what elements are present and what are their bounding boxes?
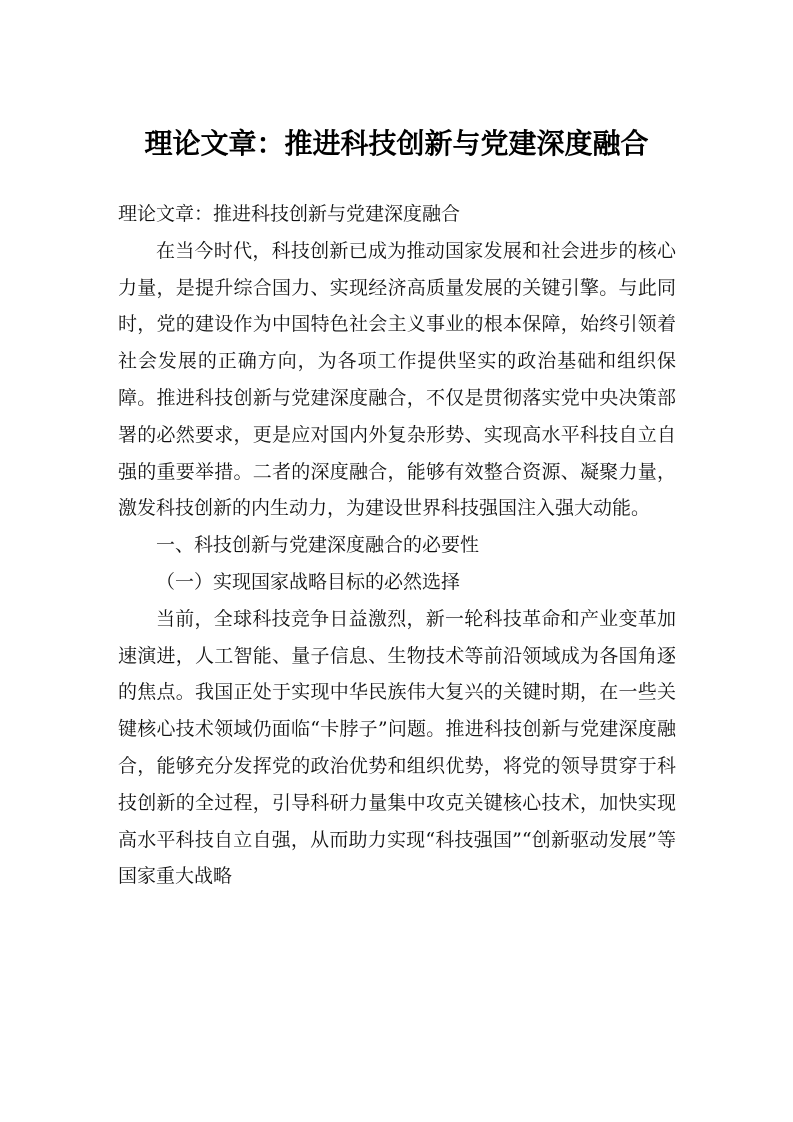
document-title: 理论文章：推进科技创新与党建深度融合	[144, 127, 649, 160]
body-paragraph: 当前，全球科技竞争日益激烈，新一轮科技革命和产业变革加速演进，人工智能、量子信息、生物技术等前沿领域成为各国角逐的焦点。我国正处于实现中华民族伟大复兴的关键时期，在一些关键核心技术领域仍面临“卡脖子”问题。推进科技创新与党建深度融合，能够充分发挥党的政治优势和组织优势，将党的领导贯穿于科技创新的全过程，引导科研力量集中攻克关键核心技术，加快实现高水平科技自立自强，从而助力实现“科技强国”“创新驱动发展”等国家重大战略	[118, 607, 676, 888]
document-body	[118, 196, 676, 895]
section-heading: 一、科技创新与党建深度融合的必要性	[156, 534, 480, 557]
subsection-heading: （一）实现国家战略目标的必然选择	[156, 570, 461, 593]
intro-paragraph: 在当今时代，科技创新已成为推动国家发展和社会进步的核心力量，是提升综合国力、实现经济高质量发展的关键引擎。与此同时，党的建设作为中国特色社会主义事业的根本保障，始终引领着社会发展的正确方向，为各项工作提供坚实的政治基础和组织保障。推进科技创新与党建深度融合，不仅是贯彻落实党中央决策部署的必然要求，更是应对国内外复杂形势、实现高水平科技自立自强的重要举措。二者的深度融合，能够有效整合资源、凝聚力量，激发科技创新的内生动力，为建设世界科技强国注入强大动能。	[118, 239, 676, 520]
subtitle-paragraph: 理论文章：推进科技创新与党建深度融合	[118, 203, 461, 225]
